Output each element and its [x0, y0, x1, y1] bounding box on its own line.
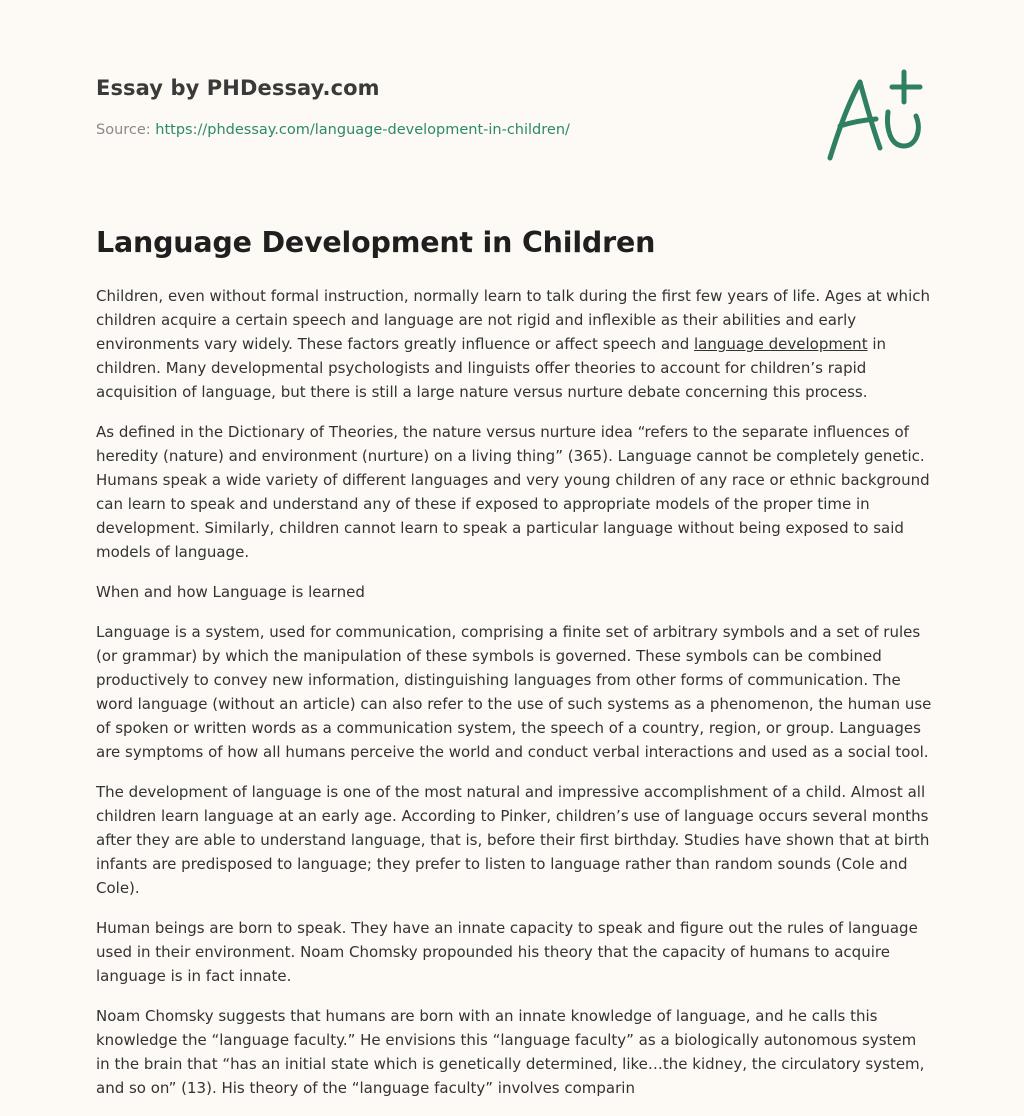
paragraph-6: Human beings are born to speak. They have an innate capacity to speak and figure out the rules of language used in their environment. Noam Chomsky propounded his theory that the capacity of humans to acquire language is in fact innate. [96, 919, 918, 985]
section-heading-when-how: When and how Language is learned [96, 583, 365, 601]
article-title: Language Development in Children [96, 226, 656, 259]
paragraph-2: As defined in the Dictionary of Theories, the nature versus nurture idea “refers to the separate influences of heredity (nature) and environment (nurture) on a living thing” (365). Language cannot be completely genetic. Humans speak a wide variety of different languages and very young children of any race or ethnic background can learn to speak and understand any of these if exposed to appropriate models of the proper time in development. Similarly, children cannot learn to speak a particular language without being exposed to said models of language. [96, 423, 930, 561]
article-body [96, 284, 932, 1116]
source-link[interactable]: https://phdessay.com/language-development-in-children/ [155, 122, 570, 138]
paragraph-1-after-link: in children. Many developmental psychologists and linguists offer theories to account for children’s rapid acquisition of language, but there is still a large nature versus nurture debate concerning this process. [96, 335, 887, 401]
paragraph-7: Noam Chomsky suggests that humans are born with an innate knowledge of language, and he calls this knowledge the “language faculty.” He envisions this “language faculty” as a biologically autonomous system in the brain that “has an initial state which is genetically determined, like…the kidney, the circulatory system, and so on” (13). His theory of the “language faculty” involves comparin [96, 1007, 925, 1097]
paragraph-4: Language is a system, used for communication, comprising a finite set of arbitrary symbols and a set of rules (or grammar) by which the manipulation of these symbols is governed. These symbols can be combined productively to convey new information, distinguishing languages from other forms of communication. The word language (without an article) can also refer to the use of such systems as a phenomenon, the human use of spoken or written words as a communication system, the speech of a country, region, or group. Languages are symptoms of how all humans perceive the world and conduct verbal interactions and used as a social tool. [96, 623, 932, 761]
page-header [96, 76, 756, 138]
paragraph-5: The development of language is one of the most natural and impressive accomplishment of a child. Almost all children learn language at an early age. According to Pinker, children’s use of language occurs several months after they are able to understand language, that is, before their first birthday. Studies have shown that at birth infants are predisposed to language; they prefer to listen to language rather than random sounds (Cole and Cole). [96, 783, 930, 897]
site-brand: Essay by PHDessay.com [96, 76, 380, 100]
a-plus-logo-icon [816, 66, 932, 166]
language-development-link[interactable]: language development [694, 335, 868, 353]
source-line [96, 122, 756, 138]
paragraph-1 [96, 284, 932, 404]
paragraph-1-before-link: Children, even without formal instruction, normally learn to talk during the first few years of life. Ages at which children acquire a certain speech and language are not rigid and inflexible as their abilities and early environments vary widely. These factors greatly influence or affect speech and [96, 287, 930, 353]
source-label: Source: [96, 122, 156, 138]
